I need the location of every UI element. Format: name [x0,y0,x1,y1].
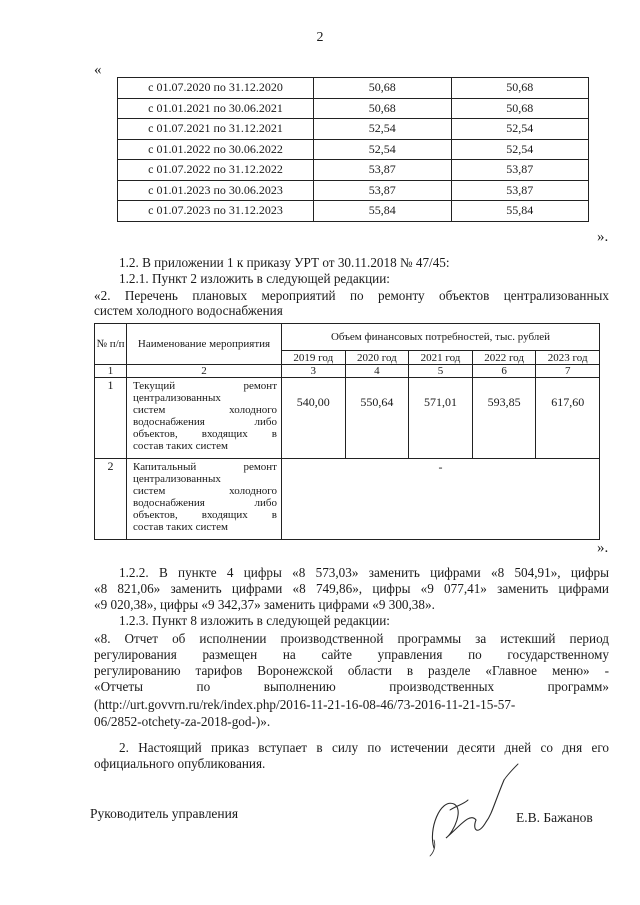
para-1-2-2-line1: 1.2.2. В пункте 4 цифры «8 573,03» заменить цифрами «8 504,91», цифры [119,565,609,580]
tariff-period: с 01.07.2020 по 31.12.2020 [118,78,314,99]
para-2-line2: официального опубликования. [94,756,266,771]
tariff-value: 52,54 [314,139,452,160]
tariff-row [118,160,589,181]
tariff-value: 50,68 [314,78,452,99]
para-1-2-2-line3: «9 020,38», цифры «9 342,37» заменить цифрами «9 300,38». [94,597,435,612]
tariff-value: 52,54 [451,119,589,140]
measure-name: Капитальный ремонт централизованных систем холодного водоснабжения либо объектов, входящих в состав таких систем [127,459,282,540]
para-8-line4: «Отчеты по выполнению производственных программ» [94,679,609,694]
index-cell: 4 [345,365,409,378]
para-8-line3: регулированию тарифов Воронежской области в разделе «Главное меню» - [94,663,609,678]
year-header: 2021 год [409,351,473,365]
tariff-value: 50,68 [314,98,452,119]
col-volume-header: Объем финансовых потребностей, тыс. рублей [282,324,600,351]
index-cell: 2 [127,365,282,378]
col-num-header: № п/п [95,324,127,365]
para-8-line5: (http://urt.govvrn.ru/rek/index.php/2016-11-21-16-08-46/73-2016-11-21-15-57- [94,697,516,712]
tariff-value: 53,87 [451,160,589,181]
index-cell: 7 [536,365,600,378]
index-cell: 5 [409,365,473,378]
para-1-2-1: 1.2.1. Пункт 2 изложить в следующей редакции: [119,271,390,286]
signature-name: Е.В. Бажанов [516,810,593,825]
tariff-period: с 01.07.2023 по 31.12.2023 [118,201,314,222]
value-cell: 617,60 [536,378,600,459]
index-cell: 6 [472,365,536,378]
value-cell: 550,64 [345,378,409,459]
value-cell: 540,00 [282,378,346,459]
tariff-value: 50,68 [451,98,589,119]
tariff-row [118,119,589,140]
year-header: 2020 год [345,351,409,365]
para-1-2-3: 1.2.3. Пункт 8 изложить в следующей редакции: [119,613,390,628]
tariff-row [118,180,589,201]
open-quote: « [94,62,102,78]
table-row [95,378,600,459]
row-number: 2 [95,459,127,540]
tariff-value: 53,87 [314,180,452,201]
index-cell: 1 [95,365,127,378]
year-header: 2023 год [536,351,600,365]
tariff-value: 50,68 [451,78,589,99]
dash-cell: - [282,459,600,540]
index-cell: 3 [282,365,346,378]
table-row [95,459,600,540]
tariff-row [118,78,589,99]
close-quote-1: ». [597,229,609,245]
para-2-line1: 2. Настоящий приказ вступает в силу по истечении десяти дней со дня его [119,740,609,755]
value-cell: 593,85 [472,378,536,459]
tariff-period: с 01.01.2021 по 30.06.2021 [118,98,314,119]
row-number: 1 [95,378,127,459]
tariff-value: 55,84 [314,201,452,222]
plan-table [94,323,600,540]
year-header: 2019 год [282,351,346,365]
page-number: 2 [316,30,324,45]
tariff-value: 52,54 [314,119,452,140]
para-8-line2: регулирования размещен на сайте управления по государственному [94,647,609,662]
tariff-value: 53,87 [314,160,452,181]
measure-name: Текущий ремонт централизованных систем холодного водоснабжения либо объектов, входящих в состав таких систем [127,378,282,459]
tariff-value: 52,54 [451,139,589,160]
para-8-line6: 06/2852-otchety-za-2018-god-)». [94,714,271,729]
tariff-row [118,98,589,119]
close-quote-2: ». [597,540,609,556]
tariff-period: с 01.01.2023 по 30.06.2023 [118,180,314,201]
tariff-period: с 01.01.2022 по 30.06.2022 [118,139,314,160]
heading-2-line1: «2. Перечень плановых мероприятий по ремонту объектов централизованных [94,288,609,303]
tariff-period: с 01.07.2022 по 31.12.2022 [118,160,314,181]
para-1-2-2-line2: «8 821,06» заменить цифрами «8 749,86», цифры «9 077,41» заменить цифрами [94,581,609,596]
col-name-header: Наименование мероприятия [127,324,282,365]
tariff-row [118,201,589,222]
value-cell: 571,01 [409,378,473,459]
year-header: 2022 год [472,351,536,365]
tariff-value: 55,84 [451,201,589,222]
handwritten-signature [420,760,530,870]
para-1-2: 1.2. В приложении 1 к приказу УРТ от 30.11.2018 № 47/45: [119,255,450,270]
tariff-value: 53,87 [451,180,589,201]
tariff-row [118,139,589,160]
heading-2-line2: систем холодного водоснабжения [94,303,283,318]
signature-role: Руководитель управления [90,806,239,821]
para-8-line1: «8. Отчет об исполнении производственной программы за истекший период [94,631,609,646]
tariff-period: с 01.07.2021 по 31.12.2021 [118,119,314,140]
tariff-table [117,77,589,222]
